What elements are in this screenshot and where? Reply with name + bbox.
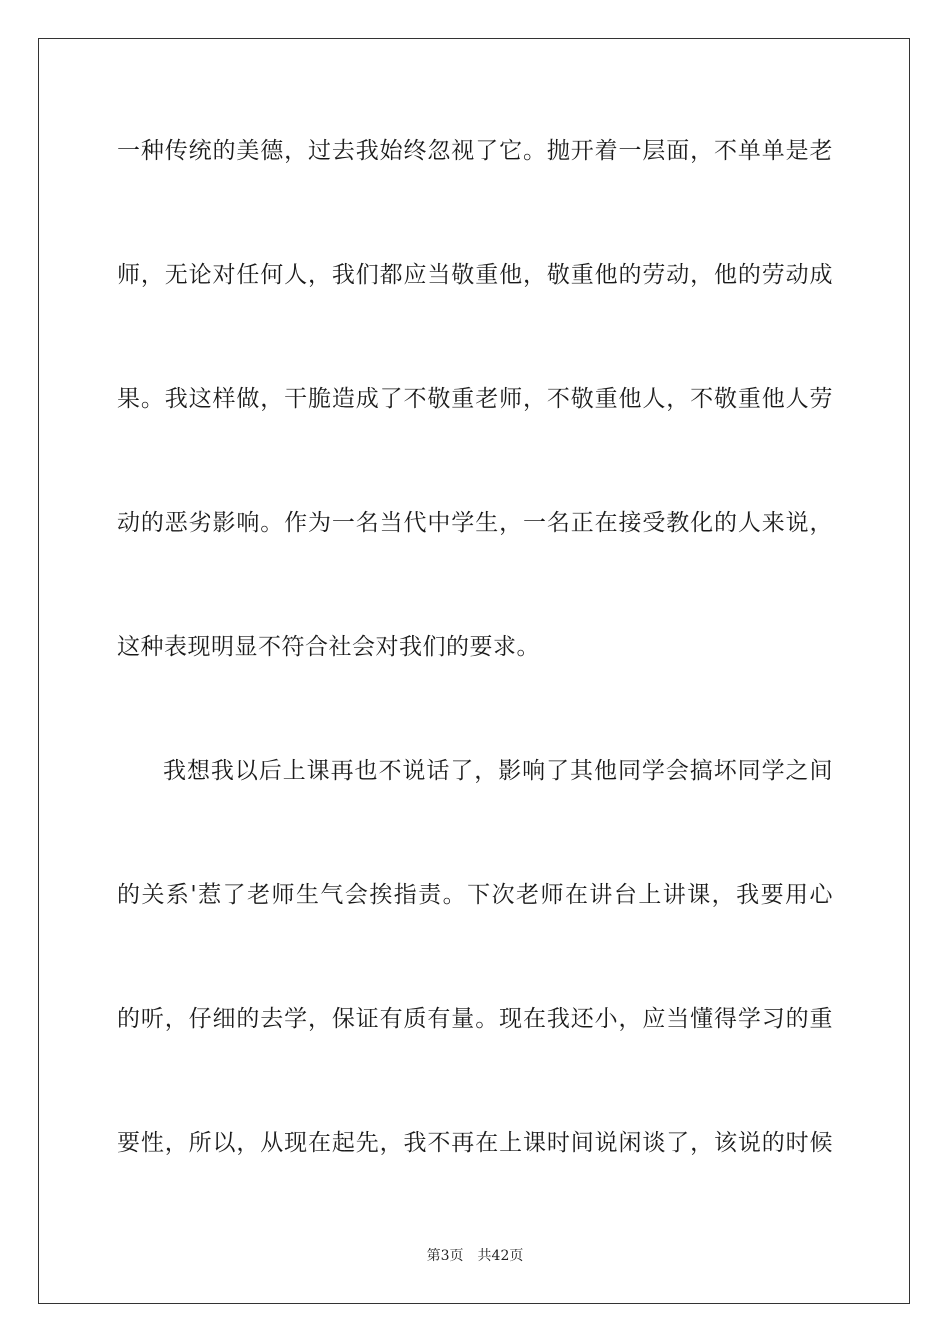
page-border <box>38 38 910 1304</box>
paragraph-line: 这种表现明显不符合社会对我们的要求。 <box>117 634 540 660</box>
page-number-total: 共42页 <box>477 1248 524 1264</box>
paragraph-line: 果。我这样做，干脆造成了不敬重老师，不敬重他人，不敬重他人劳 <box>117 386 833 412</box>
paragraph-line: 的关系'惹了老师生气会挨指责。下次老师在讲台上讲课，我要用心 <box>117 882 833 908</box>
paragraph-line-indented: 我想我以后上课再也不说话了，影响了其他同学会搞坏同学之间 <box>163 758 833 784</box>
paragraph-line: 的听，仔细的去学，保证有质有量。现在我还小，应当懂得学习的重 <box>117 1006 833 1032</box>
page-number-current: 第3页 <box>426 1248 464 1264</box>
paragraph-line: 动的恶劣影响。作为一名当代中学生，一名正在接受教化的人来说， <box>117 510 833 536</box>
paragraph-line: 师，无论对任何人，我们都应当敬重他，敬重他的劳动，他的劳动成 <box>117 262 833 288</box>
paragraph-line: 一种传统的美德，过去我始终忽视了它。抛开着一层面，不单单是老 <box>117 138 833 164</box>
paragraph-line: 要性，所以，从现在起先，我不再在上课时间说闲谈了，该说的时候 <box>117 1130 833 1156</box>
page-footer <box>0 1246 950 1266</box>
